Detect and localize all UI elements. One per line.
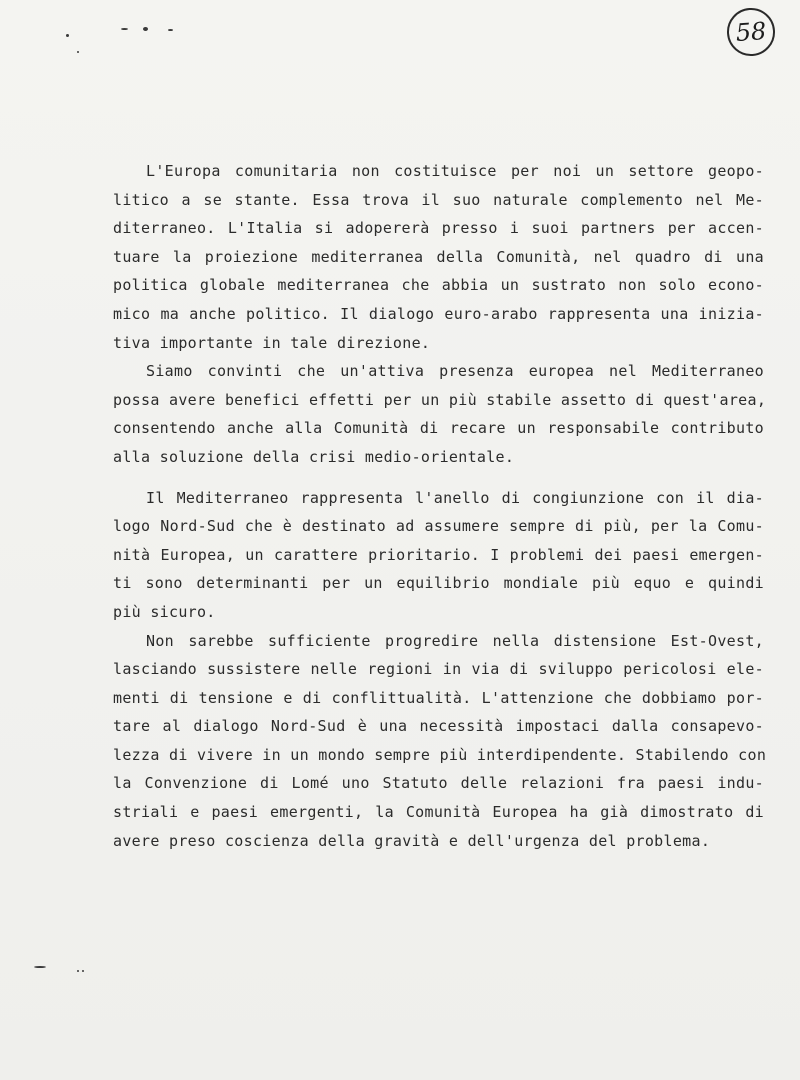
- body-text: [113, 157, 767, 855]
- text-line: mico ma anche politico. Il dialogo euro-arabo rappresenta una inizia-: [113, 304, 764, 323]
- text-line: tuare la proiezione mediterranea della Comunità, nel quadro di una: [113, 247, 764, 266]
- text-line: possa avere benefici effetti per un più stabile assetto di quest'area,: [113, 390, 767, 409]
- paragraph-1: [113, 157, 764, 357]
- scan-speck: [121, 28, 128, 30]
- scan-speck: [77, 970, 79, 972]
- text-line: litico a se stante. Essa trova il suo naturale complemento nel Me-: [113, 190, 764, 209]
- scan-speck: [77, 51, 79, 53]
- text-line: menti di tensione e di conflittualità. L'attenzione che dobbiamo por-: [113, 688, 764, 707]
- text-line: politica globale mediterranea che abbia un sustrato non solo econo-: [113, 276, 764, 295]
- paragraph-3: [113, 484, 764, 627]
- page-number: 58: [725, 6, 776, 57]
- text-line: alla soluzione della crisi medio-orientale.: [113, 447, 515, 466]
- text-line: consentendo anche alla Comunità di recare un responsabile contributo: [113, 419, 764, 438]
- text-line: L'Europa comunitaria non costituisce per noi un settore geopo-: [146, 162, 764, 180]
- scan-speck: [82, 970, 84, 972]
- text-line: Non sarebbe sufficiente progredire nella distensione Est-Ovest,: [146, 631, 764, 650]
- text-line: Il Mediterraneo rappresenta l'anello di congiunzione con il dia-: [146, 488, 764, 507]
- paragraph-4: [113, 627, 767, 856]
- text-line: tare al dialogo Nord-Sud è una necessità impostaci dalla consapevo-: [113, 717, 764, 736]
- text-line: Siamo convinti che un'attiva presenza europea nel Mediterraneo: [146, 362, 764, 381]
- text-line: striali e paesi emergenti, la Comunità Europea ha già dimostrato di: [113, 803, 764, 822]
- text-line: avere preso coscienza della gravità e dell'urgenza del problema.: [113, 831, 711, 850]
- text-line: lasciando sussistere nelle regioni in via di sviluppo pericolosi ele-: [113, 660, 764, 679]
- scan-speck: [34, 966, 46, 968]
- text-line: tiva importante in tale direzione.: [113, 333, 431, 352]
- paragraph-2: [113, 357, 767, 471]
- text-line: ti sono determinanti per un equilibrio mondiale più equo e quindi: [113, 574, 764, 593]
- scan-speck: [143, 27, 148, 31]
- scan-speck: [66, 34, 69, 37]
- text-line: diterraneo. L'Italia si adopererà presso i suoi partners per accen-: [113, 219, 764, 238]
- text-line: logo Nord-Sud che è destinato ad assumere sempre di più, per la Comu-: [113, 517, 764, 536]
- scan-speck: [168, 29, 173, 31]
- text-line: nità Europea, un carattere prioritario. I problemi dei paesi emergen-: [113, 545, 764, 564]
- paragraph-gap: [113, 472, 764, 484]
- text-line: la Convenzione di Lomé uno Statuto delle relazioni fra paesi indu-: [113, 774, 764, 793]
- text-line: lezza di vivere in un mondo sempre più interdipendente. Stabilendo con: [113, 745, 767, 764]
- text-line: più sicuro.: [113, 602, 216, 621]
